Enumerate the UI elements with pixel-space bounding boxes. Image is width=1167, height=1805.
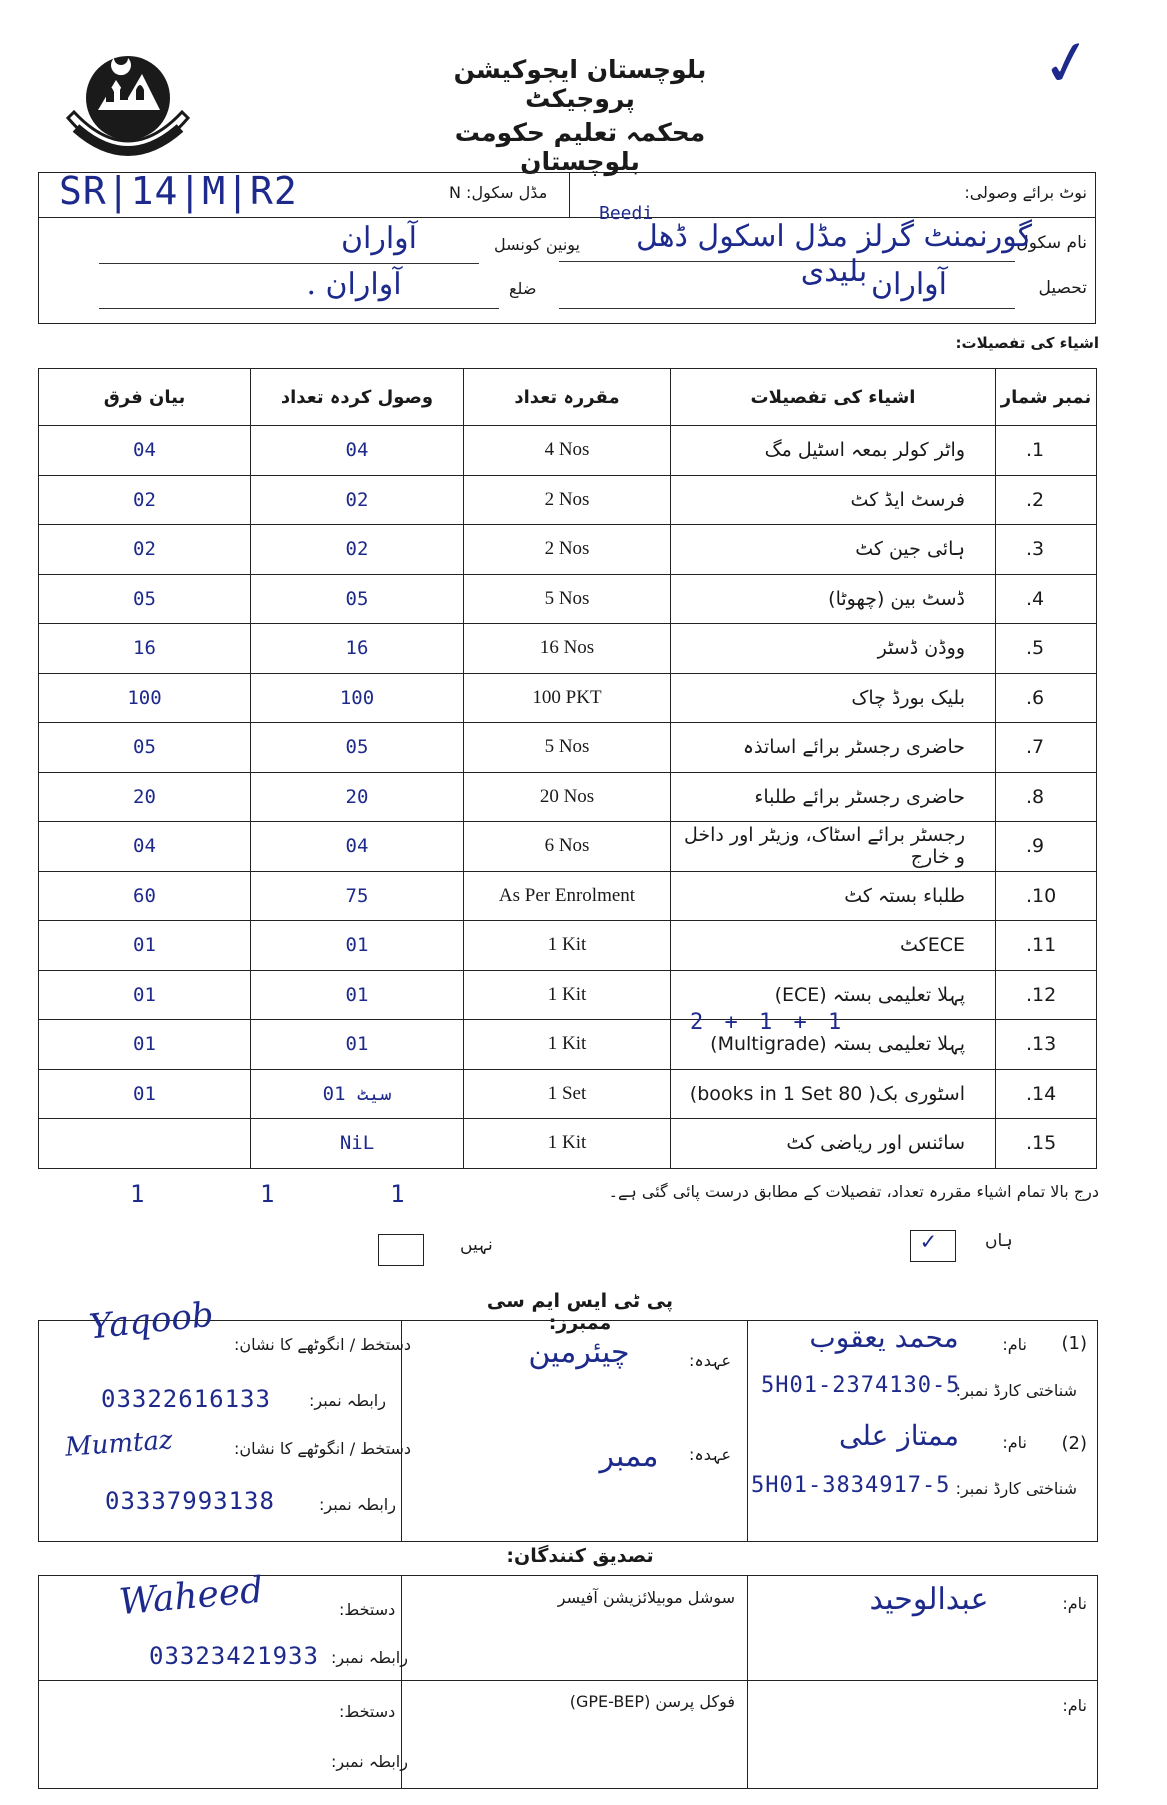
verifier-contact-label: رابطہ نمبر: <box>331 1752 408 1771</box>
table-row <box>39 970 1097 1020</box>
header-serial: نمبر شمار <box>996 369 1097 426</box>
received-cell: 16 <box>251 624 464 674</box>
difference-cell: 01 <box>39 970 251 1020</box>
tick-marks: 1 1 1 <box>130 1180 405 1208</box>
row9-annotations: 2 + 1 + 1 <box>690 1010 846 1035</box>
description-cell: طلباء بستہ کٹ <box>671 871 996 921</box>
serial-cell: .2 <box>996 475 1097 525</box>
required-cell: 4 Nos <box>464 426 671 476</box>
required-cell: 2 Nos <box>464 475 671 525</box>
balochistan-emblem-logo <box>58 40 198 170</box>
verifier-name-label: نام: <box>1062 1594 1087 1613</box>
school-name-label: نام سکول <box>1016 233 1087 253</box>
received-cell: 05 <box>251 723 464 773</box>
table-row <box>39 1069 1097 1119</box>
received-cell: 100 <box>251 673 464 723</box>
difference-cell: 02 <box>39 525 251 575</box>
difference-cell: 04 <box>39 822 251 872</box>
serial-cell: .1 <box>996 426 1097 476</box>
member-signature: Yaqoob <box>87 1294 216 1348</box>
difference-cell: 01 <box>39 1020 251 1070</box>
received-cell: 04 <box>251 822 464 872</box>
member-contact-value: 03337993138 <box>105 1487 275 1515</box>
header-required: مقررہ تعداد <box>464 369 671 426</box>
description-cell: فرسٹ ایڈ کٹ <box>671 475 996 525</box>
district-value: آواران . <box>306 267 402 302</box>
member-name-value: ممتاز علی <box>839 1419 959 1452</box>
table-row <box>39 673 1097 723</box>
verification-box <box>38 1569 1098 1789</box>
received-cell: 01 <box>251 1020 464 1070</box>
no-checkbox[interactable] <box>378 1234 424 1266</box>
difference-cell: 60 <box>39 871 251 921</box>
verifier-role: فوکل پرسن (GPE-BEP) <box>569 1692 735 1711</box>
description-cell: واٹر کولر بمعہ اسٹیل مگ <box>671 426 996 476</box>
table-row <box>39 574 1097 624</box>
serial-cell: .9 <box>996 822 1097 872</box>
items-table <box>38 368 1097 1169</box>
description-cell: سائنس اور ریاضی کٹ <box>671 1119 996 1169</box>
member-signature-label: دستخط / انگوٹھے کا نشان: <box>234 1439 412 1458</box>
table-row <box>39 822 1097 872</box>
member-designation-value: ممبر <box>599 1439 659 1474</box>
verifier-signature: Waheed <box>117 1569 265 1624</box>
header-received: وصول کردہ تعداد <box>251 369 464 426</box>
member-index: (2) <box>1061 1433 1087 1454</box>
table-header-row <box>39 369 1097 426</box>
required-cell: 1 Set <box>464 1069 671 1119</box>
tehsil-value: آواران <box>870 267 947 302</box>
difference-cell: 20 <box>39 772 251 822</box>
required-cell: 20 Nos <box>464 772 671 822</box>
serial-cell: .12 <box>996 970 1097 1020</box>
no-label: نہیں <box>460 1235 493 1255</box>
difference-cell: 16 <box>39 624 251 674</box>
union-council-label: یونین کونسل <box>494 235 580 254</box>
required-cell: 100 PKT <box>464 673 671 723</box>
member-cnic-value: 5H01-3834917-5 <box>751 1473 951 1498</box>
items-heading: اشیاء کی تفصیلات: <box>955 334 1099 352</box>
required-cell: 6 Nos <box>464 822 671 872</box>
difference-cell: 100 <box>39 673 251 723</box>
header-description: اشیاء کی تفصیلات <box>671 369 996 426</box>
description-cell: ECEکٹ <box>671 921 996 971</box>
serial-cell: .8 <box>996 772 1097 822</box>
member-cnic-value: 5H01-2374130-5 <box>761 1373 961 1398</box>
table-row <box>39 426 1097 476</box>
verifier-role: سوشل موبیلائزیشن آفیسر <box>557 1588 735 1607</box>
serial-cell: .3 <box>996 525 1097 575</box>
required-cell: 1 Kit <box>464 1020 671 1070</box>
member-contact-label: رابطہ نمبر: <box>309 1391 386 1410</box>
table-row <box>39 921 1097 971</box>
received-cell: NiL <box>251 1119 464 1169</box>
review-checkmark: ✓ <box>1038 16 1094 106</box>
required-cell: 16 Nos <box>464 624 671 674</box>
required-cell: 5 Nos <box>464 574 671 624</box>
tehsil-label: تحصیل <box>1038 278 1087 298</box>
member-designation-label: عہدہ: <box>689 1445 732 1464</box>
table-row <box>39 1020 1097 1070</box>
member-cnic-label: شناختی کارڈ نمبر: <box>955 1479 1077 1498</box>
serial-cell: .4 <box>996 574 1097 624</box>
serial-cell: .10 <box>996 871 1097 921</box>
table-row <box>39 723 1097 773</box>
header-difference: بیان فرق <box>39 369 251 426</box>
verifier-name-value: عبدالوحید <box>869 1582 989 1617</box>
receipt-info-box <box>38 169 1096 324</box>
description-cell: ڈسٹ بین (چھوٹا) <box>671 574 996 624</box>
difference-cell: 01 <box>39 921 251 971</box>
verification-heading: تصدیق کنندگان: <box>506 1545 654 1567</box>
member-cnic-label: شناختی کارڈ نمبر: <box>955 1381 1077 1400</box>
received-cell: 01 سیٹ <box>251 1069 464 1119</box>
table-row <box>39 871 1097 921</box>
yes-label: ہاں <box>985 1231 1013 1251</box>
member-name-value: محمد یعقوب <box>809 1321 959 1354</box>
description-cell: رجسٹر برائے اسٹاک، وزیٹر اور داخل و خارج <box>671 822 996 872</box>
ptsmc-heading: پی ٹی ایس ایم سی ممبرز: <box>486 1290 674 1334</box>
description-cell: حاضری رجسٹر برائے اساتذہ <box>671 723 996 773</box>
difference-cell <box>39 1119 251 1169</box>
required-cell: 2 Nos <box>464 525 671 575</box>
required-cell: 5 Nos <box>464 723 671 773</box>
member-signature-label: دستخط / انگوٹھے کا نشان: <box>234 1335 412 1354</box>
serial-cell: .6 <box>996 673 1097 723</box>
received-cell: 05 <box>251 574 464 624</box>
description-cell: پہلا تعلیمی بستہ (Multigrade) <box>671 1020 996 1070</box>
description-cell: حاضری رجسٹر برائے طلباء <box>671 772 996 822</box>
project-title: بلوچستان ایجوکیشن پروجیکٹ <box>453 55 707 113</box>
school-type-label: مڈل سکول: N <box>449 183 548 202</box>
received-cell: 20 <box>251 772 464 822</box>
description-cell: اسٹوری بک( 80 books in 1 Set) <box>671 1069 996 1119</box>
serial-cell: .13 <box>996 1020 1097 1070</box>
required-cell: 1 Kit <box>464 970 671 1020</box>
department-title: محکمہ تعلیم حکومت بلوچستان <box>454 118 706 176</box>
district-label: ضلع <box>509 279 537 298</box>
description-cell: ہائی جین کٹ <box>671 525 996 575</box>
verifier-contact-label: رابطہ نمبر: <box>331 1648 408 1667</box>
table-row <box>39 624 1097 674</box>
yes-checkbox[interactable] <box>910 1227 956 1262</box>
table-row <box>39 475 1097 525</box>
description-cell: پہلا تعلیمی بستہ (ECE) <box>671 970 996 1020</box>
received-cell: 04 <box>251 426 464 476</box>
member-index: (1) <box>1061 1333 1087 1354</box>
member-contact-value: 03322616133 <box>101 1385 271 1413</box>
member-designation-label: عہدہ: <box>689 1351 732 1370</box>
difference-cell: 01 <box>39 1069 251 1119</box>
table-row <box>39 1119 1097 1169</box>
verifier-name-label: نام: <box>1062 1696 1087 1715</box>
required-cell: 1 Kit <box>464 921 671 971</box>
difference-cell: 05 <box>39 574 251 624</box>
table-row <box>39 772 1097 822</box>
member-name-label: نام: <box>1002 1335 1027 1354</box>
school-name-value: گورنمنٹ گرلز مڈل اسکول ڈھل بلیدی <box>636 219 1032 289</box>
description-cell: بلیک بورڈ چاک <box>671 673 996 723</box>
serial-cell: .14 <box>996 1069 1097 1119</box>
verifier-contact-value: 03323421933 <box>149 1642 319 1670</box>
member-designation-value: چیئرمین <box>528 1335 630 1370</box>
yes-check-icon: ✓ <box>921 1227 936 1255</box>
received-cell: 75 <box>251 871 464 921</box>
difference-cell: 04 <box>39 426 251 476</box>
table-row <box>39 525 1097 575</box>
school-name-correction: Beedi <box>599 203 654 224</box>
member-contact-label: رابطہ نمبر: <box>319 1495 396 1514</box>
serial-cell: .5 <box>996 624 1097 674</box>
verifier-signature-label: دستخط: <box>339 1702 396 1721</box>
note-label: نوٹ برائے وصولی: <box>964 183 1087 202</box>
member-signature: Mumtaz <box>64 1425 174 1463</box>
received-cell: 02 <box>251 475 464 525</box>
received-cell: 01 <box>251 970 464 1020</box>
verifier-signature-label: دستخط: <box>339 1600 396 1619</box>
required-cell: As Per Enrolment <box>464 871 671 921</box>
difference-cell: 05 <box>39 723 251 773</box>
confirmation-statement: درج بالا تمام اشیاء مقررہ تعداد، تفصیلات کے مطابق درست پائی گئی ہے۔ <box>608 1182 1099 1201</box>
member-name-label: نام: <box>1002 1433 1027 1452</box>
received-cell: 02 <box>251 525 464 575</box>
union-council-value: آواران <box>340 221 417 256</box>
received-cell: 01 <box>251 921 464 971</box>
serial-number: SR|14|M|R2 <box>59 169 298 213</box>
required-cell: 1 Kit <box>464 1119 671 1169</box>
serial-cell: .7 <box>996 723 1097 773</box>
description-cell: ووڈن ڈسٹر <box>671 624 996 674</box>
difference-cell: 02 <box>39 475 251 525</box>
serial-cell: .11 <box>996 921 1097 971</box>
serial-cell: .15 <box>996 1119 1097 1169</box>
